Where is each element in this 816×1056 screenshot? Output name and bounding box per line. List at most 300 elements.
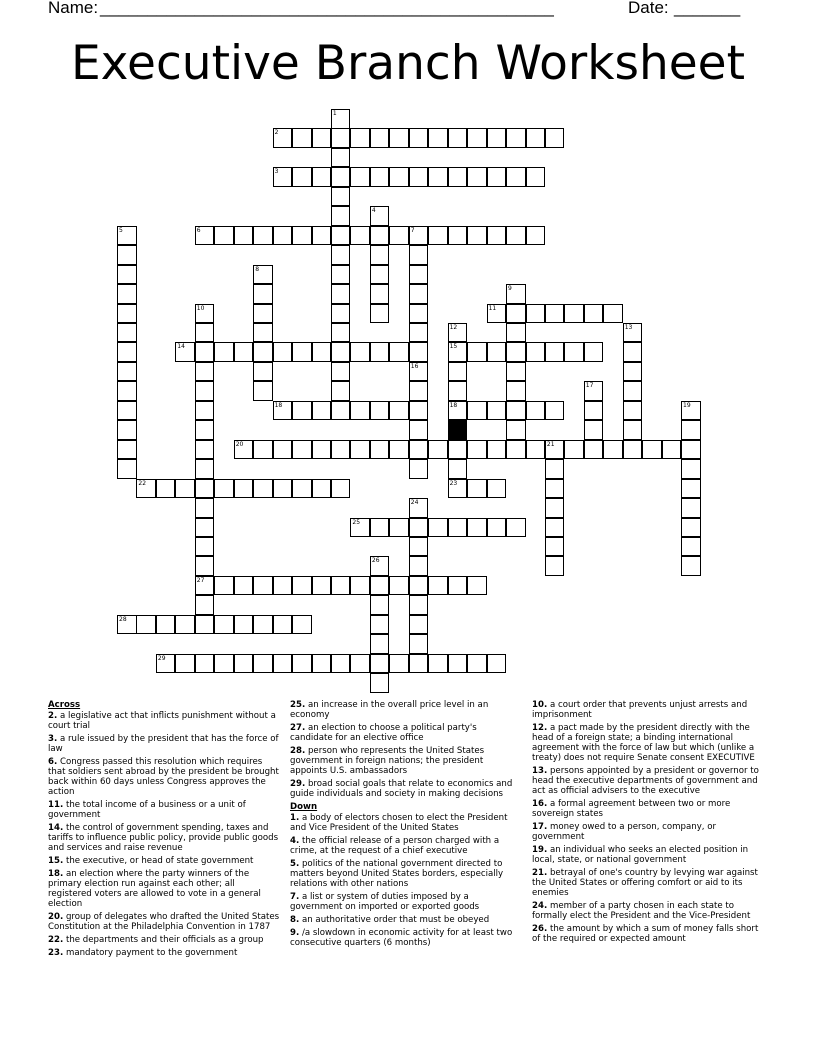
grid-cell[interactable] — [603, 304, 623, 324]
grid-cell[interactable] — [448, 128, 468, 148]
grid-cell[interactable] — [623, 362, 643, 382]
grid-cell[interactable] — [273, 128, 293, 148]
name-field[interactable]: ________________________________________________ — [100, 0, 554, 17]
cell-number: 7 — [410, 226, 415, 234]
grid-cell[interactable] — [195, 226, 215, 246]
grid-cell[interactable] — [467, 576, 487, 596]
grid-cell[interactable] — [526, 226, 546, 246]
grid-cell[interactable] — [331, 206, 351, 226]
grid-cell[interactable] — [117, 615, 137, 635]
grid-cell[interactable] — [448, 323, 468, 343]
grid-cell[interactable] — [409, 362, 429, 382]
clue-text: a rule issued by the president that has the force of law — [48, 734, 279, 754]
grid-cell[interactable] — [584, 381, 604, 401]
grid-cell[interactable] — [389, 654, 409, 674]
grid-cell[interactable] — [234, 654, 254, 674]
grid-cell[interactable] — [234, 342, 254, 362]
grid-cell[interactable] — [370, 226, 390, 246]
across-heading: Across — [48, 700, 81, 710]
grid-cell[interactable] — [448, 654, 468, 674]
grid-cell[interactable] — [253, 654, 273, 674]
grid-cell[interactable] — [117, 265, 137, 285]
grid-cell[interactable] — [448, 381, 468, 401]
grid-cell[interactable] — [584, 342, 604, 362]
grid-cell[interactable] — [409, 401, 429, 421]
grid-cell[interactable] — [195, 615, 215, 635]
clue-number: 9. — [290, 928, 300, 938]
grid-cell[interactable] — [175, 479, 195, 499]
grid-cell[interactable] — [681, 420, 701, 440]
grid-cell[interactable] — [253, 362, 273, 382]
grid-cell[interactable] — [312, 479, 332, 499]
grid-cell[interactable] — [370, 518, 390, 538]
grid-cell[interactable] — [448, 342, 468, 362]
grid-cell[interactable] — [526, 167, 546, 187]
grid-cell[interactable] — [117, 362, 137, 382]
grid-cell[interactable] — [389, 440, 409, 460]
grid-cell[interactable] — [331, 265, 351, 285]
grid-cell[interactable] — [312, 576, 332, 596]
grid-cell[interactable] — [487, 304, 507, 324]
grid-cell[interactable] — [350, 576, 370, 596]
grid-cell[interactable] — [623, 420, 643, 440]
grid-cell[interactable] — [370, 128, 390, 148]
grid-cell[interactable] — [623, 323, 643, 343]
grid-cell[interactable] — [117, 420, 137, 440]
grid-cell[interactable] — [234, 440, 254, 460]
grid-cell[interactable] — [195, 576, 215, 596]
grid-cell[interactable] — [253, 226, 273, 246]
grid-cell[interactable] — [467, 226, 487, 246]
grid-cell[interactable] — [370, 245, 390, 265]
grid-cell[interactable] — [545, 556, 565, 576]
grid-cell[interactable] — [389, 128, 409, 148]
grid-cell[interactable] — [117, 284, 137, 304]
grid-cell[interactable] — [331, 245, 351, 265]
grid-cell[interactable] — [409, 323, 429, 343]
grid-cell[interactable] — [409, 518, 429, 538]
grid-cell[interactable] — [156, 479, 176, 499]
grid-cell[interactable] — [312, 226, 332, 246]
grid-cell[interactable] — [409, 537, 429, 557]
grid-cell[interactable] — [389, 576, 409, 596]
grid-cell[interactable] — [370, 167, 390, 187]
grid-cell[interactable] — [448, 576, 468, 596]
grid-cell[interactable] — [195, 304, 215, 324]
grid-cell[interactable] — [214, 576, 234, 596]
grid-cell[interactable] — [584, 401, 604, 421]
grid-cell[interactable] — [195, 459, 215, 479]
grid-cell[interactable] — [584, 304, 604, 324]
grid-cell[interactable] — [370, 634, 390, 654]
grid-cell[interactable] — [195, 479, 215, 499]
grid-cell[interactable] — [428, 654, 448, 674]
grid-cell[interactable] — [389, 167, 409, 187]
grid-cell[interactable] — [506, 440, 526, 460]
grid-cell[interactable] — [389, 518, 409, 538]
grid-cell[interactable] — [253, 304, 273, 324]
grid-cell[interactable] — [409, 342, 429, 362]
grid-cell[interactable] — [448, 518, 468, 538]
grid-cell[interactable] — [234, 479, 254, 499]
grid-cell[interactable] — [409, 245, 429, 265]
grid-cell[interactable] — [409, 284, 429, 304]
grid-cell[interactable] — [292, 342, 312, 362]
grid-cell[interactable] — [292, 654, 312, 674]
grid-cell[interactable] — [564, 342, 584, 362]
grid-cell[interactable] — [273, 576, 293, 596]
grid-cell[interactable] — [117, 342, 137, 362]
grid-cell[interactable] — [331, 381, 351, 401]
grid-cell[interactable] — [409, 654, 429, 674]
clue-text: the executive, or head of state government — [63, 856, 254, 866]
grid-cell[interactable] — [350, 167, 370, 187]
grid-cell[interactable] — [117, 381, 137, 401]
grid-cell[interactable] — [175, 342, 195, 362]
grid-cell[interactable] — [370, 576, 390, 596]
grid-cell[interactable] — [428, 440, 448, 460]
grid-cell[interactable] — [136, 479, 156, 499]
grid-cell[interactable] — [195, 537, 215, 557]
clue-text: an authoritative order that must be obeyed — [299, 915, 490, 925]
grid-cell[interactable] — [409, 440, 429, 460]
grid-cell[interactable] — [292, 479, 312, 499]
grid-cell[interactable] — [175, 654, 195, 674]
grid-cell[interactable] — [428, 128, 448, 148]
grid-cell[interactable] — [370, 556, 390, 576]
grid-cell[interactable] — [331, 401, 351, 421]
grid-cell[interactable] — [253, 265, 273, 285]
grid-cell[interactable] — [409, 576, 429, 596]
grid-cell[interactable] — [370, 401, 390, 421]
grid-cell[interactable] — [506, 342, 526, 362]
grid-cell[interactable] — [448, 440, 468, 460]
grid-cell[interactable] — [292, 226, 312, 246]
grid-cell[interactable] — [409, 595, 429, 615]
grid-cell[interactable] — [681, 479, 701, 499]
grid-cell[interactable] — [409, 556, 429, 576]
grid-cell[interactable] — [195, 401, 215, 421]
grid-cell[interactable] — [117, 323, 137, 343]
grid-cell[interactable] — [681, 401, 701, 421]
grid-cell[interactable] — [331, 128, 351, 148]
grid-cell[interactable] — [662, 440, 682, 460]
grid-cell[interactable] — [117, 459, 137, 479]
grid-cell[interactable] — [409, 304, 429, 324]
grid-cell[interactable] — [409, 265, 429, 285]
grid-cell[interactable] — [506, 518, 526, 538]
grid-cell[interactable] — [253, 284, 273, 304]
grid-cell[interactable] — [448, 362, 468, 382]
grid-cell[interactable] — [253, 576, 273, 596]
grid-cell[interactable] — [273, 654, 293, 674]
grid-cell[interactable] — [448, 479, 468, 499]
grid-cell[interactable] — [545, 401, 565, 421]
grid-cell[interactable] — [195, 381, 215, 401]
grid-cell[interactable] — [370, 265, 390, 285]
cell-number: 2 — [274, 129, 279, 137]
grid-cell[interactable] — [506, 128, 526, 148]
grid-cell[interactable] — [331, 226, 351, 246]
grid-cell[interactable] — [506, 323, 526, 343]
grid-cell[interactable] — [487, 654, 507, 674]
grid-cell[interactable] — [273, 401, 293, 421]
grid-cell[interactable] — [681, 518, 701, 538]
grid-cell[interactable] — [273, 479, 293, 499]
grid-cell[interactable] — [350, 440, 370, 460]
grid-cell[interactable] — [487, 518, 507, 538]
grid-cell[interactable] — [526, 304, 546, 324]
grid-cell[interactable] — [467, 167, 487, 187]
grid-cell[interactable] — [409, 634, 429, 654]
grid-cell[interactable] — [234, 615, 254, 635]
grid-cell[interactable] — [195, 342, 215, 362]
grid-cell[interactable] — [253, 440, 273, 460]
grid-cell[interactable] — [350, 128, 370, 148]
grid-cell[interactable] — [545, 128, 565, 148]
grid-cell[interactable] — [175, 615, 195, 635]
grid-cell[interactable] — [545, 304, 565, 324]
grid-cell[interactable] — [409, 128, 429, 148]
grid-cell[interactable] — [487, 226, 507, 246]
clue-number: 12. — [532, 723, 548, 733]
grid-cell[interactable] — [350, 342, 370, 362]
grid-cell[interactable] — [331, 342, 351, 362]
grid-cell[interactable] — [409, 167, 429, 187]
grid-cell[interactable] — [370, 206, 390, 226]
grid-cell[interactable] — [312, 401, 332, 421]
grid-cell[interactable] — [331, 440, 351, 460]
grid-cell[interactable] — [292, 440, 312, 460]
grid-cell[interactable] — [312, 128, 332, 148]
grid-cell[interactable] — [253, 615, 273, 635]
grid-cell[interactable] — [350, 654, 370, 674]
grid-cell[interactable] — [195, 556, 215, 576]
grid-cell[interactable] — [506, 401, 526, 421]
grid-cell[interactable] — [273, 615, 293, 635]
grid-cell[interactable] — [195, 518, 215, 538]
grid-cell[interactable] — [506, 381, 526, 401]
grid-cell[interactable] — [428, 576, 448, 596]
grid-cell[interactable] — [370, 342, 390, 362]
grid-cell[interactable] — [487, 401, 507, 421]
grid-cell[interactable] — [603, 440, 623, 460]
date-field[interactable]: _______ — [674, 0, 741, 17]
grid-cell[interactable] — [506, 226, 526, 246]
grid-cell[interactable] — [448, 226, 468, 246]
grid-cell[interactable] — [545, 459, 565, 479]
grid-cell[interactable] — [195, 323, 215, 343]
grid-cell[interactable] — [545, 537, 565, 557]
grid-cell[interactable] — [136, 615, 156, 635]
grid-cell[interactable] — [312, 167, 332, 187]
grid-cell[interactable] — [467, 440, 487, 460]
grid-cell[interactable] — [370, 304, 390, 324]
grid-cell[interactable] — [195, 654, 215, 674]
grid-cell[interactable] — [623, 401, 643, 421]
grid-cell[interactable] — [331, 654, 351, 674]
grid-cell[interactable] — [195, 440, 215, 460]
cell-number: 23 — [449, 479, 458, 487]
grid-cell[interactable] — [467, 479, 487, 499]
grid-cell[interactable] — [564, 440, 584, 460]
grid-cell[interactable] — [428, 167, 448, 187]
grid-cell[interactable] — [545, 342, 565, 362]
grid-cell[interactable] — [467, 342, 487, 362]
grid-cell[interactable] — [545, 518, 565, 538]
grid-cell[interactable] — [117, 226, 137, 246]
grid-cell[interactable] — [312, 654, 332, 674]
grid-cell[interactable] — [195, 595, 215, 615]
grid-cell[interactable] — [331, 479, 351, 499]
grid-cell[interactable] — [389, 226, 409, 246]
clue-text: a legislative act that inflicts punishment without a court trial — [48, 711, 276, 731]
grid-cell[interactable] — [487, 440, 507, 460]
clue-item — [48, 800, 280, 820]
clue-text: the control of government spending, taxes and tariffs to influence public policy, provide public goods and services and raise revenue — [48, 823, 279, 853]
grid-cell[interactable] — [526, 128, 546, 148]
grid-cell[interactable] — [545, 479, 565, 499]
grid-cell[interactable] — [370, 654, 390, 674]
grid-cell[interactable] — [292, 128, 312, 148]
grid-cell[interactable] — [370, 284, 390, 304]
grid-cell[interactable] — [409, 381, 429, 401]
grid-cell[interactable] — [506, 304, 526, 324]
grid-cell[interactable] — [448, 167, 468, 187]
grid-cell[interactable] — [545, 498, 565, 518]
grid-cell[interactable] — [214, 226, 234, 246]
grid-cell[interactable] — [623, 381, 643, 401]
grid-cell[interactable] — [273, 226, 293, 246]
grid-cell[interactable] — [117, 401, 137, 421]
grid-cell[interactable] — [273, 167, 293, 187]
grid-cell[interactable] — [487, 479, 507, 499]
grid-cell[interactable] — [234, 576, 254, 596]
grid-cell[interactable] — [370, 615, 390, 635]
grid-cell[interactable] — [409, 226, 429, 246]
grid-cell[interactable] — [331, 323, 351, 343]
grid-cell[interactable] — [681, 498, 701, 518]
grid-cell[interactable] — [526, 342, 546, 362]
grid-cell[interactable] — [623, 342, 643, 362]
grid-cell[interactable] — [156, 615, 176, 635]
grid-cell[interactable] — [448, 401, 468, 421]
grid-cell[interactable] — [331, 167, 351, 187]
clue-item — [48, 912, 280, 932]
clue-text: a pact made by the president directly with the head of a foreign state; a binding international agreement with the force of law but which (unlike a treaty) does not require Senate consent EXECUTIVE — [532, 723, 755, 763]
grid-cell[interactable] — [642, 440, 662, 460]
grid-cell[interactable] — [370, 595, 390, 615]
grid-cell[interactable] — [389, 342, 409, 362]
grid-cell[interactable] — [292, 576, 312, 596]
grid-cell[interactable] — [253, 323, 273, 343]
grid-cell[interactable] — [584, 420, 604, 440]
grid-cell[interactable] — [156, 654, 176, 674]
grid-cell[interactable] — [681, 459, 701, 479]
grid-cell[interactable] — [409, 498, 429, 518]
grid-cell[interactable] — [253, 479, 273, 499]
grid-cell[interactable] — [214, 479, 234, 499]
grid-cell[interactable] — [487, 342, 507, 362]
grid-cell[interactable] — [526, 401, 546, 421]
grid-cell[interactable] — [506, 362, 526, 382]
grid-cell[interactable] — [331, 109, 351, 129]
grid-cell[interactable] — [214, 654, 234, 674]
grid-cell[interactable] — [409, 615, 429, 635]
grid-cell[interactable] — [448, 459, 468, 479]
grid-cell[interactable] — [467, 518, 487, 538]
grid-cell[interactable] — [273, 342, 293, 362]
grid-cell[interactable] — [681, 556, 701, 576]
grid-cell[interactable] — [467, 654, 487, 674]
grid-cell[interactable] — [214, 615, 234, 635]
grid-cell[interactable] — [409, 459, 429, 479]
grid-cell[interactable] — [370, 673, 390, 693]
grid-cell[interactable] — [467, 128, 487, 148]
grid-cell[interactable] — [506, 167, 526, 187]
grid-cell[interactable] — [370, 440, 390, 460]
clue-item — [48, 734, 280, 754]
grid-cell[interactable] — [428, 226, 448, 246]
grid-cell[interactable] — [331, 187, 351, 207]
grid-cell[interactable] — [253, 381, 273, 401]
grid-cell[interactable] — [681, 440, 701, 460]
grid-cell[interactable] — [331, 362, 351, 382]
grid-cell[interactable] — [350, 401, 370, 421]
clue-text: a body of electors chosen to elect the President and Vice President of the United States — [290, 813, 508, 833]
clue-item — [532, 700, 764, 720]
grid-cell[interactable] — [487, 167, 507, 187]
grid-cell[interactable] — [292, 615, 312, 635]
grid-cell[interactable] — [564, 304, 584, 324]
grid-cell[interactable] — [253, 342, 273, 362]
grid-cell[interactable] — [195, 420, 215, 440]
grid-cell[interactable] — [292, 167, 312, 187]
grid-cell[interactable] — [467, 401, 487, 421]
grid-cell[interactable] — [506, 420, 526, 440]
grid-cell[interactable] — [487, 128, 507, 148]
grid-cell[interactable] — [409, 420, 429, 440]
grid-cell[interactable] — [117, 245, 137, 265]
grid-cell[interactable] — [214, 342, 234, 362]
grid-cell[interactable] — [526, 440, 546, 460]
grid-cell[interactable] — [195, 362, 215, 382]
grid-cell[interactable] — [389, 401, 409, 421]
grid-cell[interactable] — [350, 226, 370, 246]
grid-cell[interactable] — [331, 148, 351, 168]
grid-cell[interactable] — [623, 440, 643, 460]
grid-cell[interactable] — [117, 304, 137, 324]
grid-cell[interactable] — [195, 498, 215, 518]
cell-number: 9 — [508, 285, 512, 292]
grid-cell[interactable] — [331, 576, 351, 596]
grid-cell[interactable] — [545, 440, 565, 460]
grid-cell[interactable] — [428, 518, 448, 538]
grid-cell[interactable] — [584, 440, 604, 460]
grid-cell[interactable] — [506, 284, 526, 304]
clue-text: an election where the party winners of the primary election run against each other; all registered voters are allowed to vote in a general election — [48, 869, 261, 909]
grid-cell[interactable] — [350, 518, 370, 538]
grid-cell[interactable] — [292, 401, 312, 421]
grid-cell[interactable] — [312, 440, 332, 460]
grid-cell[interactable] — [681, 537, 701, 557]
grid-cell[interactable] — [234, 226, 254, 246]
grid-cell[interactable] — [331, 304, 351, 324]
grid-cell[interactable] — [117, 440, 137, 460]
grid-cell[interactable] — [273, 440, 293, 460]
grid-cell[interactable] — [312, 342, 332, 362]
grid-cell[interactable] — [331, 284, 351, 304]
